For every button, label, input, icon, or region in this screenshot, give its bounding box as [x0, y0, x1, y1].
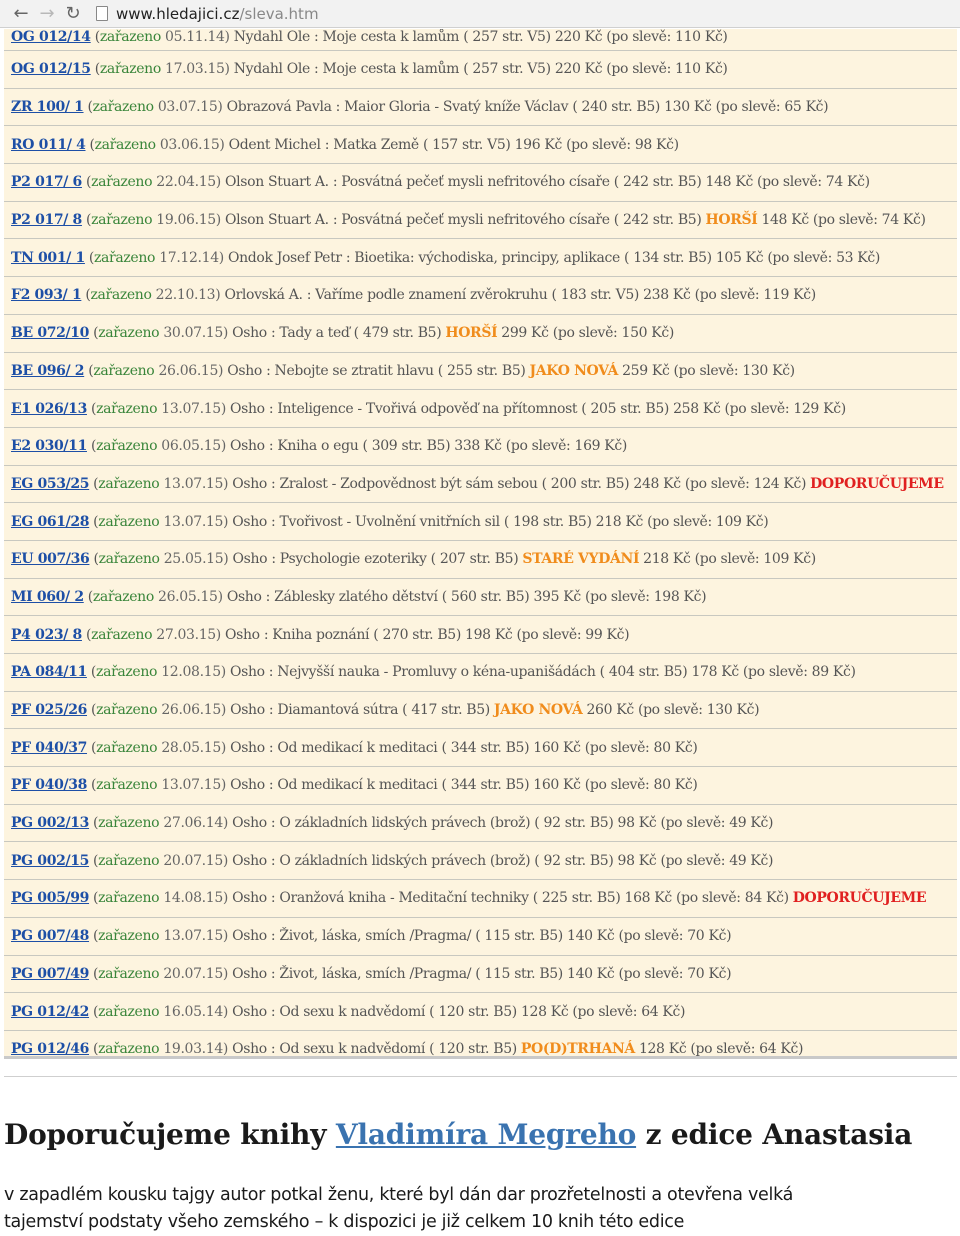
item-code-link[interactable]: P2 017/ 8: [11, 212, 82, 229]
item-description: Osho : Psychologie ezoteriky ( 207 str. B5): [232, 551, 519, 568]
item-added-label: zařazeno: [98, 815, 160, 832]
list-item: RO 011/ 4 ( zařazeno 03.06.15) Odent Michel : Matka Země ( 157 str. V5) 196 Kč (po slevě: 98 Kč): [4, 126, 957, 164]
item-code-link[interactable]: P2 017/ 6: [11, 174, 82, 191]
item-condition-badge: STARÉ VYDÁNÍ: [522, 551, 640, 568]
item-code-link[interactable]: MI 060/ 2: [11, 588, 84, 605]
list-item: E2 030/11 ( zařazeno 06.05.15) Osho : Kniha o egu ( 309 str. B5) 338 Kč (po slevě: 169 Kč): [4, 428, 957, 466]
list-item: EG 053/25 ( zařazeno 13.07.15) Osho : Zralost - Zodpovědnost být sám sebou ( 200 str. B5) 248 Kč (po slevě: 124 Kč) DOPORUČUJEME: [4, 466, 957, 504]
item-date: 26.06.15): [161, 702, 226, 719]
item-date: 05.11.14): [165, 29, 230, 45]
item-description: Osho : Život, láska, smích /Pragma/ ( 115 str. B5) 140 Kč (po slevě: 70 Kč): [232, 928, 732, 945]
list-item: P4 023/ 8 ( zařazeno 27.03.15) Osho : Kniha poznání ( 270 str. B5) 198 Kč (po slevě: 99 Kč): [4, 616, 957, 654]
item-date: 22.04.15): [156, 174, 221, 191]
item-description: Olson Stuart A. : Posvátná pečeť mysli nefritového císaře ( 242 str. B5): [225, 212, 702, 229]
forward-icon[interactable]: →: [39, 3, 55, 24]
item-date: 06.05.15): [161, 438, 226, 455]
item-description: Osho : Zralost - Zodpovědnost být sám sebou ( 200 str. B5) 248 Kč (po slevě: 124 Kč): [232, 475, 807, 492]
item-description: Osho : Oranžová kniha - Meditační techniky ( 225 str. B5) 168 Kč (po slevě: 84 Kč): [232, 890, 789, 907]
item-code-link[interactable]: E1 026/13: [11, 400, 87, 417]
item-code-link[interactable]: PG 002/15: [11, 852, 90, 869]
item-date: 27.06.14): [163, 815, 228, 832]
item-date: 20.07.15): [163, 852, 228, 869]
item-added-label: zařazeno: [94, 249, 156, 266]
item-added-label: zařazeno: [92, 99, 154, 116]
item-code-link[interactable]: EG 061/28: [11, 513, 90, 530]
item-recommend-badge: DOPORUČUJEME: [810, 475, 944, 492]
item-description: Osho : Diamantová sútra ( 417 str. B5): [230, 702, 490, 719]
item-code-link[interactable]: PF 040/38: [11, 777, 88, 794]
item-date: 14.08.15): [163, 890, 228, 907]
list-item: OG 012/15 ( zařazeno 17.03.15) Nydahl Ole : Moje cesta k lamům ( 257 str. V5) 220 Kč (po slevě: 110 Kč): [4, 51, 957, 89]
heading-suffix: z edice Anastasia: [645, 1118, 913, 1151]
item-price: 259 Kč (po slevě: 130 Kč): [622, 362, 795, 379]
list-item: PG 012/46 ( zařazeno 19.03.14) Osho : Od sexu k nadvědomí ( 120 str. B5) PO(D)TRHANÁ 128 Kč (po slevě: 64 Kč): [4, 1031, 957, 1059]
item-code-link[interactable]: ZR 100/ 1: [11, 99, 84, 116]
book-discount-list: [4, 29, 957, 1059]
item-added-label: zařazeno: [91, 212, 153, 229]
list-item: E1 026/13 ( zařazeno 13.07.15) Osho : Inteligence - Tvořivá odpověď na přítomnost ( 205 str. B5) 258 Kč (po slevě: 129 Kč): [4, 390, 957, 428]
item-description: Ondok Josef Petr : Bioetika: východiska, principy, aplikace ( 134 str. B5) 105 Kč (po slevě: 53 Kč): [227, 249, 881, 266]
item-added-label: zařazeno: [96, 777, 158, 794]
item-description: Osho : Kniha poznání ( 270 str. B5) 198 Kč (po slevě: 99 Kč): [225, 626, 630, 643]
item-description: Osho : Od medikací k meditaci ( 344 str. B5) 160 Kč (po slevě: 80 Kč): [230, 739, 698, 756]
item-added-label: zařazeno: [98, 513, 160, 530]
item-added-label: zařazeno: [99, 61, 161, 78]
list-item: PG 012/42 ( zařazeno 16.05.14) Osho : Od sexu k nadvědomí ( 120 str. B5) 128 Kč (po slevě: 64 Kč): [4, 993, 957, 1031]
item-date: 20.07.15): [163, 965, 228, 982]
item-description: Olson Stuart A. : Posvátná pečeť mysli nefritového císaře ( 242 str. B5) 148 Kč (po slevě: 74 Kč): [225, 174, 870, 191]
list-item: PF 025/26 ( zařazeno 26.06.15) Osho : Diamantová sútra ( 417 str. B5) JAKO NOVÁ 260 Kč (po slevě: 130 Kč): [4, 692, 957, 730]
item-added-label: zařazeno: [98, 325, 160, 342]
description-line-1: v zapadlém kousku tajgy autor potkal ženu, které byl dán dar prozřetelnosti a otevřena velká: [4, 1185, 794, 1205]
item-code-link[interactable]: OG 012/14: [11, 29, 91, 45]
list-item: PG 005/99 ( zařazeno 14.08.15) Osho : Oranžová kniha - Meditační techniky ( 225 str. B5) 168 Kč (po slevě: 84 Kč) DOPORUČUJEME: [4, 880, 957, 918]
item-description: Osho : O základních lidských právech (brož) ( 92 str. B5) 98 Kč (po slevě: 49 Kč): [232, 852, 774, 869]
item-added-label: zařazeno: [96, 400, 158, 417]
list-item: PG 007/48 ( zařazeno 13.07.15) Osho : Život, láska, smích /Pragma/ ( 115 str. B5) 140 Kč (po slevě: 70 Kč): [4, 918, 957, 956]
item-description: Odent Michel : Matka Země ( 157 str. V5) 196 Kč (po slevě: 98 Kč): [228, 136, 679, 153]
page-heading: [4, 1118, 954, 1151]
item-price: 260 Kč (po slevě: 130 Kč): [586, 702, 760, 719]
item-date: 13.07.15): [163, 475, 229, 492]
item-date: 17.12.14): [159, 249, 224, 266]
item-description: Osho : Tady a teď ( 479 str. B5): [232, 325, 442, 342]
item-added-label: zařazeno: [96, 664, 158, 681]
item-code-link[interactable]: BE 096/ 2: [11, 362, 85, 379]
item-added-label: zařazeno: [98, 890, 160, 907]
list-item: TN 001/ 1 ( zařazeno 17.12.14) Ondok Josef Petr : Bioetika: východiska, principy, aplikace ( 134 str. B5) 105 Kč (po slevě: 53 Kč): [4, 239, 957, 277]
item-condition-badge: JAKO NOVÁ: [493, 702, 583, 719]
reload-icon[interactable]: ↻: [65, 3, 81, 24]
list-item: PG 002/13 ( zařazeno 27.06.14) Osho : O základních lidských právech (brož) ( 92 str. B5) 98 Kč (po slevě: 49 Kč): [4, 805, 957, 843]
item-code-link[interactable]: PF 025/26: [11, 702, 88, 719]
item-date: 13.07.15): [163, 513, 229, 530]
item-price: 148 Kč (po slevě: 74 Kč): [761, 212, 926, 229]
item-code-link[interactable]: F2 093/ 1: [11, 287, 82, 304]
item-date: 12.08.15): [161, 664, 226, 681]
item-description: Osho : Od medikací k meditaci ( 344 str. B5) 160 Kč (po slevě: 80 Kč): [230, 777, 698, 794]
item-added-label: zařazeno: [98, 1003, 160, 1020]
list-item: PG 007/49 ( zařazeno 20.07.15) Osho : Život, láska, smích /Pragma/ ( 115 str. B5) 140 Kč (po slevě: 70 Kč): [4, 956, 957, 994]
list-item: PF 040/37 ( zařazeno 28.05.15) Osho : Od medikací k meditaci ( 344 str. B5) 160 Kč (po slevě: 80 Kč): [4, 729, 957, 767]
item-date: 17.03.15): [165, 61, 230, 78]
url-path: /sleva.htm: [239, 4, 319, 23]
item-description: Osho : Od sexu k nadvědomí ( 120 str. B5) 128 Kč (po slevě: 64 Kč): [232, 1003, 686, 1020]
browser-toolbar: [0, 0, 960, 28]
item-code-link[interactable]: PG 007/48: [11, 928, 90, 945]
item-description: Osho : Od sexu k nadvědomí ( 120 str. B5): [232, 1041, 517, 1058]
item-date: 03.07.15): [157, 99, 223, 116]
item-description: Osho : Život, láska, smích /Pragma/ ( 115 str. B5) 140 Kč (po slevě: 70 Kč): [232, 965, 732, 982]
item-condition-badge: HORŠÍ: [705, 212, 758, 229]
item-code-link[interactable]: PG 002/13: [11, 815, 90, 832]
item-date: 28.05.15): [161, 739, 226, 756]
list-item: EU 007/36 ( zařazeno 25.05.15) Osho : Psychologie ezoteriky ( 207 str. B5) STARÉ VYDÁNÍ 218 Kč (po slevě: 109 Kč): [4, 541, 957, 579]
item-code-link[interactable]: PG 007/49: [11, 965, 90, 982]
item-description: Obrazová Pavla : Maior Gloria - Svatý kníže Václav ( 240 str. B5) 130 Kč (po slevě: 65 Kč): [226, 99, 829, 116]
item-date: 13.07.15): [161, 777, 226, 794]
item-added-label: zařazeno: [94, 136, 156, 153]
item-date: 03.06.15): [159, 136, 225, 153]
list-item: EG 061/28 ( zařazeno 13.07.15) Osho : Tvořivost - Uvolnění vnitřních sil ( 198 str. B5) 218 Kč (po slevě: 109 Kč): [4, 503, 957, 541]
item-added-label: zařazeno: [98, 852, 160, 869]
list-item: F2 093/ 1 ( zařazeno 22.10.13) Orlovská A. : Vaříme podle znamení zvěrokruhu ( 183 str. V5) 238 Kč (po slevě: 119 Kč): [4, 277, 957, 315]
item-condition-badge: JAKO NOVÁ: [529, 362, 619, 379]
item-code-link[interactable]: P4 023/ 8: [11, 626, 82, 643]
item-code-link[interactable]: PA 084/11: [11, 664, 87, 681]
list-item: BE 072/10 ( zařazeno 30.07.15) Osho : Tady a teď ( 479 str. B5) HORŠÍ 299 Kč (po slevě: 150 Kč): [4, 315, 957, 353]
author-link[interactable]: Vladimíra Megreho: [335, 1118, 637, 1151]
back-icon[interactable]: ←: [13, 3, 29, 24]
item-added-label: zařazeno: [98, 965, 160, 982]
item-added-label: zařazeno: [98, 475, 160, 492]
item-description: Osho : O základních lidských právech (brož) ( 92 str. B5) 98 Kč (po slevě: 49 Kč): [232, 815, 774, 832]
item-code-link[interactable]: EG 053/25: [11, 475, 90, 492]
item-description: Osho : Nebojte se ztratit hlavu ( 255 str. B5): [227, 362, 526, 379]
list-item: PF 040/38 ( zařazeno 13.07.15) Osho : Od medikací k meditaci ( 344 str. B5) 160 Kč (po slevě: 80 Kč): [4, 767, 957, 805]
item-code-link[interactable]: PF 040/37: [11, 739, 88, 756]
item-description: Osho : Kniha o egu ( 309 str. B5) 338 Kč (po slevě: 169 Kč): [230, 438, 628, 455]
item-description: Osho : Tvořivost - Uvolnění vnitřních sil ( 198 str. B5) 218 Kč (po slevě: 109 Kč): [232, 513, 769, 530]
list-item: P2 017/ 8 ( zařazeno 19.06.15) Olson Stuart A. : Posvátná pečeť mysli nefritového císaře ( 242 str. B5) HORŠÍ 148 Kč (po slevě: 74 Kč): [4, 202, 957, 240]
item-code-link[interactable]: BE 072/10: [11, 325, 90, 342]
item-date: 30.07.15): [163, 325, 229, 342]
item-description: Osho : Nejvyšší nauka - Promluvy o kéna-upanišádách ( 404 str. B5) 178 Kč (po slevě: 89 Kč): [230, 664, 856, 681]
item-code-link[interactable]: PG 012/46: [11, 1041, 90, 1058]
item-date: 25.05.15): [163, 551, 229, 568]
item-added-label: zařazeno: [91, 174, 153, 191]
list-item: OG 012/14 ( zařazeno 05.11.14) Nydahl Ole : Moje cesta k lamům ( 257 str. V5) 220 Kč (po slevě: 110 Kč): [4, 29, 957, 51]
item-date: 26.06.15): [158, 362, 224, 379]
item-description: Nydahl Ole : Moje cesta k lamům ( 257 str. V5) 220 Kč (po slevě: 110 Kč): [233, 61, 728, 78]
divider: [4, 1076, 957, 1077]
url-host: www.hledajici.cz: [116, 4, 240, 23]
item-date: 19.06.15): [156, 212, 221, 229]
item-code-link[interactable]: TN 001/ 1: [11, 249, 85, 266]
list-item: BE 096/ 2 ( zařazeno 26.06.15) Osho : Nebojte se ztratit hlavu ( 255 str. B5) JAKO NOVÁ 259 Kč (po slevě: 130 Kč): [4, 353, 957, 391]
item-condition-badge: HORŠÍ: [445, 325, 498, 342]
description: [4, 1182, 954, 1236]
description-line-2: tajemství podstaty všeho zemského – k dispozici je již celkem 10 knih této edice: [4, 1212, 685, 1232]
item-added-label: zařazeno: [98, 1041, 160, 1058]
item-description: Osho : Záblesky zlatého dětství ( 560 str. B5) 395 Kč (po slevě: 198 Kč): [226, 588, 707, 605]
item-added-label: zařazeno: [91, 626, 153, 643]
list-item: PA 084/11 ( zařazeno 12.08.15) Osho : Nejvyšší nauka - Promluvy o kéna-upanišádách ( 404 str. B5) 178 Kč (po slevě: 89 Kč): [4, 654, 957, 692]
list-item: ZR 100/ 1 ( zařazeno 03.07.15) Obrazová Pavla : Maior Gloria - Svatý kníže Václav ( 240 str. B5) 130 Kč (po slevě: 65 Kč): [4, 89, 957, 127]
heading-prefix: Doporučujeme knihy: [4, 1118, 327, 1151]
item-date: 13.07.15): [161, 400, 226, 417]
address-bar[interactable]: [96, 2, 319, 26]
item-price: 299 Kč (po slevě: 150 Kč): [501, 325, 674, 342]
item-code-link[interactable]: PG 005/99: [11, 890, 90, 907]
item-date: 13.07.15): [163, 928, 228, 945]
item-added-label: zařazeno: [98, 551, 160, 568]
item-added-label: zařazeno: [98, 928, 160, 945]
item-date: 22.10.13): [155, 287, 221, 304]
item-date: 26.05.15): [158, 588, 223, 605]
item-code-link[interactable]: OG 012/15: [11, 61, 91, 78]
list-item: PG 002/15 ( zařazeno 20.07.15) Osho : O základních lidských právech (brož) ( 92 str. B5) 98 Kč (po slevě: 49 Kč): [4, 842, 957, 880]
item-added-label: zařazeno: [93, 362, 155, 379]
item-added-label: zařazeno: [96, 438, 158, 455]
item-description: Osho : Inteligence - Tvořivá odpověď na přítomnost ( 205 str. B5) 258 Kč (po slevě: 129 Kč): [230, 400, 846, 417]
item-added-label: zařazeno: [96, 702, 158, 719]
item-condition-badge: PO(D)TRHANÁ: [520, 1041, 635, 1058]
item-price: 128 Kč (po slevě: 64 Kč): [638, 1041, 804, 1058]
item-recommend-badge: DOPORUČUJEME: [792, 890, 927, 907]
item-price: 218 Kč (po slevě: 109 Kč): [643, 551, 816, 568]
item-code-link[interactable]: E2 030/11: [11, 438, 87, 455]
item-code-link[interactable]: RO 011/ 4: [11, 136, 86, 153]
item-added-label: zařazeno: [96, 739, 158, 756]
list-item: MI 060/ 2 ( zařazeno 26.05.15) Osho : Záblesky zlatého dětství ( 560 str. B5) 395 Kč (po slevě: 198 Kč): [4, 579, 957, 617]
item-description: Orlovská A. : Vaříme podle znamení zvěrokruhu ( 183 str. V5) 238 Kč (po slevě: 119 Kč): [224, 287, 816, 304]
page-icon: [96, 6, 108, 21]
item-date: 16.05.14): [163, 1003, 228, 1020]
item-description: Nydahl Ole : Moje cesta k lamům ( 257 str. V5) 220 Kč (po slevě: 110 Kč): [233, 29, 728, 45]
item-date: 19.03.14): [163, 1041, 228, 1058]
item-code-link[interactable]: EU 007/36: [11, 551, 90, 568]
item-code-link[interactable]: PG 012/42: [11, 1003, 90, 1020]
list-item: P2 017/ 6 ( zařazeno 22.04.15) Olson Stuart A. : Posvátná pečeť mysli nefritového císaře ( 242 str. B5) 148 Kč (po slevě: 74 Kč): [4, 164, 957, 202]
item-added-label: zařazeno: [92, 588, 154, 605]
item-added-label: zařazeno: [90, 287, 152, 304]
item-date: 27.03.15): [156, 626, 221, 643]
item-added-label: zařazeno: [99, 29, 161, 45]
